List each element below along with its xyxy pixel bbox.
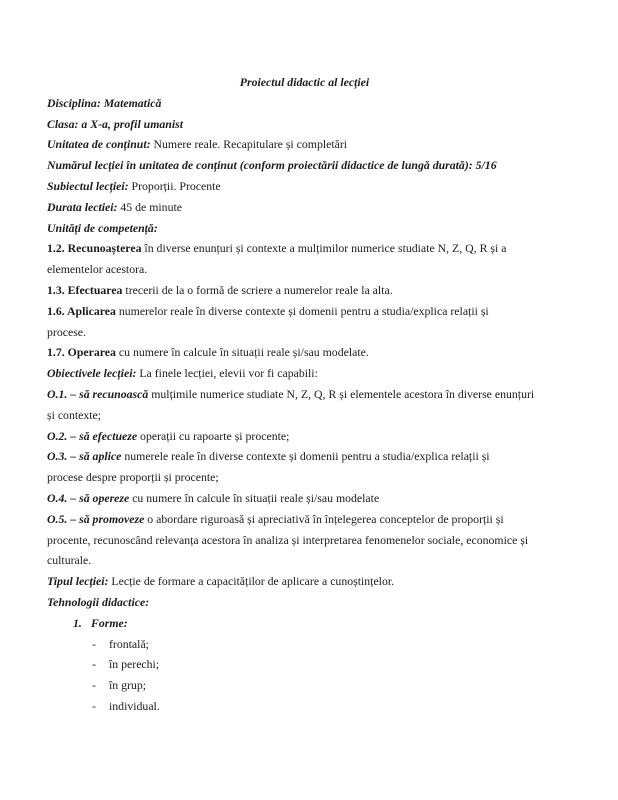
objective-o5-cont [47,530,562,551]
competency-1-2 [47,238,562,259]
numbered-list-marker: 1. [73,615,82,630]
text-run: 45 de minute [117,199,182,214]
field-tipul-lectiei [47,571,562,592]
text-run: Tehnologii didactice: [47,594,150,609]
text-run: Numere reale. Recapitulare și completări [150,137,348,152]
dash-list-marker: - [92,636,96,651]
list-item-in-grup [47,675,562,696]
field-numarul-lectiei [47,155,562,176]
text-run: O.1. – să recunoască [47,386,149,401]
heading-tehnologii [47,592,562,613]
text-run: trecerii de la o formă de scriere a numerelor reale la alta. [122,282,393,297]
text-run: Numărul lecției în unitatea de conținut (conform proiectării didactice de lungă durată): 5/16 [47,158,497,173]
heading-unitati-competenta [47,218,562,239]
text-run: Unitatea de conținut: [47,137,151,152]
text-run: Tipul lecției: [47,574,109,589]
text-run: Proiectul didactic al lecției [239,75,370,89]
competency-1-6-cont [47,322,562,343]
text-run: Clasa: a X-a, profil umanist [47,116,184,131]
list-item-in-perechi [47,654,562,675]
text-run: 1.3. Efectuarea [47,282,123,297]
text-run: operații cu rapoarte și procente; [137,428,290,443]
text-run: elementelor acestora. [47,262,148,277]
field-unitatea [47,134,562,155]
field-subiectul [47,176,562,197]
text-run: cu numere în calcule în situații reale și/sau modelate. [115,345,369,360]
objective-o3 [47,446,562,467]
document-body [47,72,562,717]
text-run: 1.6. Aplicarea [47,303,116,318]
text-run: O.3. – să aplice [47,449,122,464]
field-clasa [47,114,562,135]
competency-1-6 [47,301,562,322]
text-run: în perechi; [109,657,160,672]
text-run: frontală; [109,636,149,651]
objective-o3-cont [47,467,562,488]
text-run: cu numere în calcule în situații reale și/sau modelate [129,490,380,505]
text-run: O.2. – să efectueze [47,428,138,443]
heading-obiective [47,363,562,384]
text-run: o abordare riguroasă și apreciativă în înțelegerea conceptelor de proporții și [144,511,504,526]
document-title [47,72,562,93]
text-run: procese. [47,324,86,339]
field-durata [47,197,562,218]
text-run: Lecție de formare a capacităților de aplicare a cunoștințelor. [108,574,395,589]
competency-1-2-cont [47,259,562,280]
list-item-forme [47,613,562,634]
competency-1-3 [47,280,562,301]
text-run: La finele lecției, elevii vor fi capabili: [136,366,318,381]
text-run: în grup; [109,678,147,693]
list-item-frontala [47,634,562,655]
text-run: numerele reale în diverse contexte și domenii pentru a studia/explica relații și [121,449,490,464]
text-run: culturale. [47,553,92,568]
list-item-individual [47,696,562,717]
field-disciplina [47,93,562,114]
text-run: și contexte; [47,407,102,422]
text-run: mulțimile numerice studiate N, Z, Q, R și elementele acestora în diverse enunțuri [148,386,535,401]
text-run: O.4. – să opereze [47,490,130,505]
text-run: numerelor reale în diverse contexte și domenii pentru a studia/explica relații și [115,303,489,318]
objective-o4 [47,488,562,509]
objective-o1 [47,384,562,405]
dash-list-marker: - [92,678,96,693]
objective-o5 [47,509,562,530]
competency-1-7 [47,342,562,363]
text-run: Durata lectiei: [47,199,118,214]
objective-o5-cont2 [47,550,562,571]
text-run: Subiectul lecției: [47,178,129,193]
text-run: individual. [109,698,160,713]
text-run: procese despre proporții și procente; [47,470,219,485]
dash-list-marker: - [92,657,96,672]
objective-o1-cont [47,405,562,426]
text-run: 1.7. Operarea [47,345,116,360]
text-run: 1.2. Recunoașterea [47,241,142,256]
text-run: Forme: [91,615,128,630]
text-run: Disciplina: Matematică [47,95,162,110]
text-run: procente, recunoscând relevanța acestora în analiza și interpretarea fenomenelor sociale, economice și [47,532,529,547]
text-run: Unități de competență: [47,220,158,235]
text-run: Obiectivele lecției: [47,366,137,381]
text-run: Proporții. Procente [128,178,221,193]
dash-list-marker: - [92,698,96,713]
text-run: în diverse enunțuri și contexte a mulțimilor numerice studiate N, Z, Q, R și a [141,241,507,256]
objective-o2 [47,426,562,447]
text-run: O.5. – să promoveze [47,511,145,526]
